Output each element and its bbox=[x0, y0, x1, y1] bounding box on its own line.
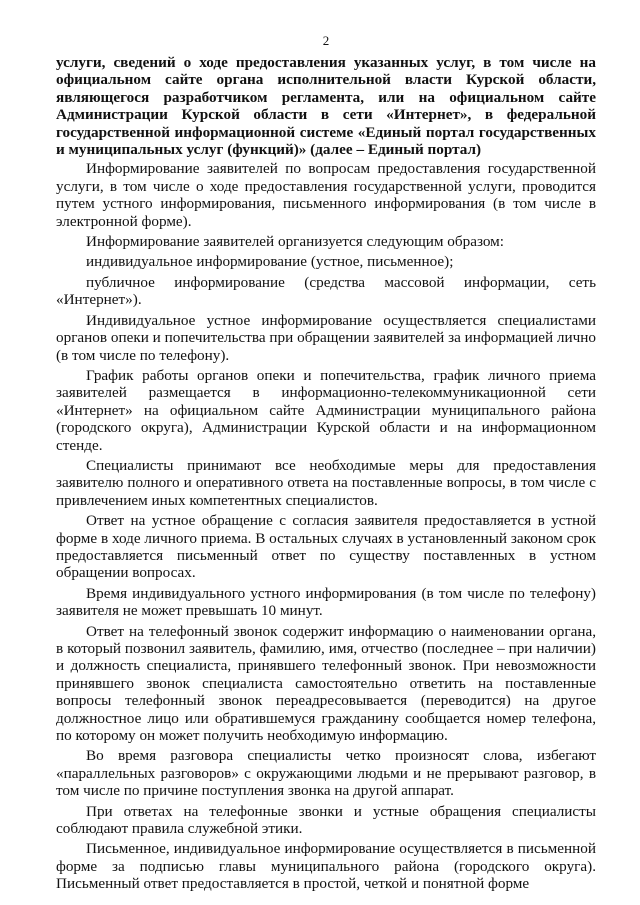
paragraph: Индивидуальное устное информирование осуществляется специалистами органов опеки и попечительства при обращении заявителей за информацией лично (в том числе по телефону). bbox=[56, 311, 596, 364]
paragraph: График работы органов опеки и попечительства, график личного приема заявителей размещается в информационно-телекоммуникационной сети «Интернет» на официальном сайте Администрации муниципального района (городского округа), Администрации Курской области и на информационном стенде. bbox=[56, 366, 596, 454]
paragraph: Специалисты принимают все необходимые меры для предоставления заявителю полного и оперативного ответа на поставленные вопросы, в том числе с привлечением иных компетентных специалистов. bbox=[56, 456, 596, 509]
paragraph: Время индивидуального устного информирования (в том числе по телефону) заявителя не может превышать 10 минут. bbox=[56, 584, 596, 620]
paragraph: индивидуальное информирование (устное, письменное); bbox=[86, 253, 454, 271]
paragraph-continued-bold: услуги, сведений о ходе предоставления указанных услуг, в том числе на официальном сайте органа исполнительной власти Курской области, являющегося разработчиком регламента, или на официальном сайте Администрации Курской области в сети «Интернет», в федеральной государственной информационной системе «Единый портал государственных и муниципальных услуг (функций)» (далее – Единый портал) bbox=[56, 54, 596, 159]
paragraph: Ответ на устное обращение с согласия заявителя предоставляется в устной форме в ходе личного приема. В остальных случаях в установленный законом срок предоставляется письменный ответ по существу поставленных в устном обращении вопросах. bbox=[56, 512, 596, 582]
paragraph: Ответ на телефонный звонок содержит информацию о наименовании органа, в который позвонил заявитель, фамилию, имя, отчество (последнее – при наличии) и должность специалиста, принявшего телефонный звонок. При невозможности принявшего звонок специалиста самостоятельно ответить на поставленные вопросы телефонный звонок переадресовывается (переводится) на другое должностное лицо или обратившемуся гражданину сообщается номер телефона, по которому он может получить необходимую информацию. bbox=[56, 622, 596, 745]
paragraph: При ответах на телефонные звонки и устные обращения специалисты соблюдают правила служебной этики. bbox=[56, 802, 596, 838]
paragraph: Письменное, индивидуальное информирование осуществляется в письменной форме за подписью главы муниципального района (городского округа). Письменный ответ предоставляется в простой, четкой и понятной форме bbox=[56, 840, 596, 893]
paragraph: публичное информирование (средства массовой информации, сеть «Интернет»). bbox=[56, 273, 596, 309]
paragraph: Информирование заявителей по вопросам предоставления государственной услуги, в том числе о ходе предоставления государственной услуги, проводится путем устного информирования, письменного информирования (в том числе в электронной форме). bbox=[56, 160, 596, 230]
paragraph: Информирование заявителей организуется следующим образом: bbox=[86, 233, 505, 251]
page-number: 2 bbox=[322, 33, 330, 48]
paragraph: Во время разговора специалисты четко произносят слова, избегают «параллельных разговоров» с окружающими людьми и не прерывают разговор, в том числе по причине поступления звонка на другой аппарат. bbox=[56, 747, 596, 800]
